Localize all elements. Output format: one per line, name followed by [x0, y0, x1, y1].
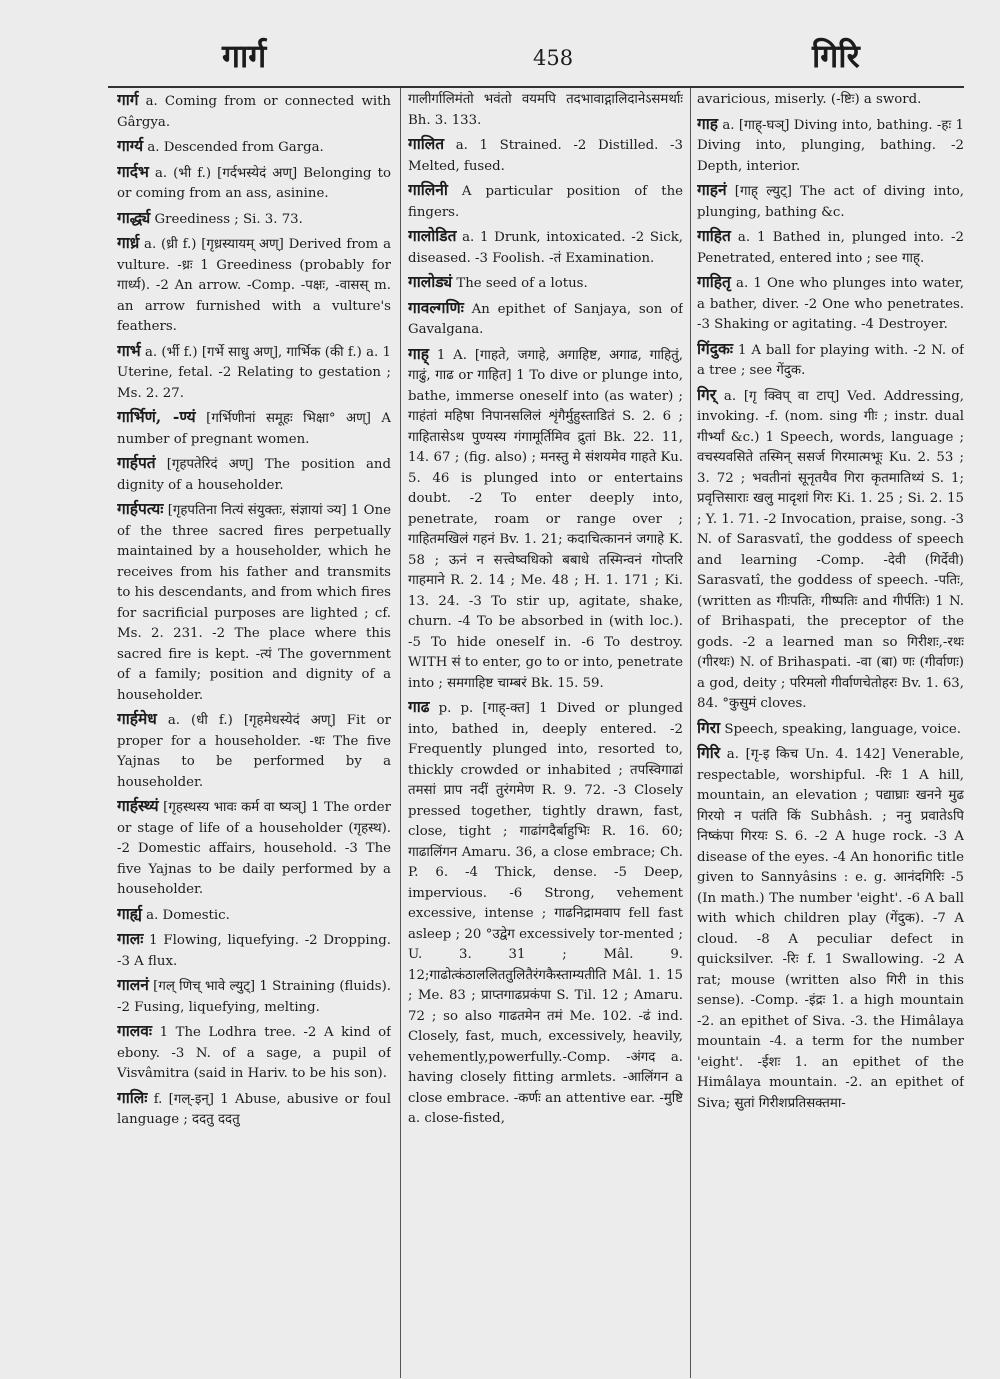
entry-definition: a. (र्भी f.) [गर्भे साधु अण्], गार्भिक (की f.) a. 1 Uterine, fetal. -2 Relating to gestation ; Ms. 2. 27. [117, 344, 391, 401]
dictionary-entry [117, 90, 391, 133]
dictionary-entry [117, 709, 391, 793]
dictionary-entry [117, 975, 391, 1018]
entry-headword: गालित [408, 134, 445, 153]
dictionary-entry [697, 339, 964, 382]
entry-definition: 1 The Lodhra tree. -2 A kind of ebony. -3 N. of a sage, a pupil of Visvâmitra (said in Hariv. to be his son). [117, 1025, 391, 1081]
entry-definition: a. (ध्री f.) [गृध्रस्यायम् अण्] Derived from a vulture. -ध्रः 1 Greediness (probably for गार्ध्य). -2 An arrow. -Comp. -पक्षः, -वासस् m. an arrow furnished with a vulture's feathers. [117, 237, 391, 334]
entry-headword: गार्हपतं [117, 453, 156, 472]
dictionary-entry [408, 226, 683, 269]
entry-headword: गालिः [117, 1087, 148, 1107]
entry-definition: f. [गल्-इन्] 1 Abuse, abusive or foul language ; ददतु ददतु [117, 1091, 391, 1127]
entry-definition: a. Domestic. [141, 907, 230, 923]
entry-headword: गार्भिणं, -ण्यं [117, 407, 196, 426]
dictionary-entry [408, 180, 683, 223]
dictionary-entry [697, 180, 964, 223]
entry-headword: गाहित [697, 226, 731, 245]
column-2 [408, 88, 683, 1373]
dictionary-entry [117, 929, 391, 972]
entry-headword: गिंदुकः [697, 338, 734, 358]
dictionary-entry [408, 344, 683, 695]
entry-headword: गाहितृ [697, 272, 731, 291]
entry-headword: गार्हस्थ्यं [117, 796, 159, 815]
entry-headword: गिर् [697, 384, 717, 404]
column-1 [117, 88, 391, 1373]
dictionary-entry [117, 407, 391, 450]
entry-definition: a. 1 Strained. -2 Distilled. -3 Melted, fused. [408, 138, 683, 174]
dictionary-entry [697, 718, 964, 741]
dictionary-entry [697, 114, 964, 178]
entry-definition: a. Coming from or connected with Gârgya. [117, 94, 391, 130]
entry-headword: गालनं [117, 975, 149, 994]
dictionary-entry [117, 1021, 391, 1085]
entry-definition: a. 1 Bathed in, plunged into. -2 Penetrated, entered into ; see गाह्. [697, 230, 964, 266]
entry-headword: गावल्गणिः [408, 297, 464, 317]
entry-headword: गार्हपत्यः [117, 499, 164, 518]
entry-definition: The seed of a lotus. [452, 276, 588, 291]
entry-headword: गाढ [408, 697, 430, 716]
entry-definition: a. (भी f.) [गर्दभस्येदं अण्] Belonging to or coming from an ass, asinine. [117, 165, 391, 201]
dictionary-entry [117, 453, 391, 496]
entry-definition: a. Descended from Garga. [143, 140, 324, 155]
entry-definition: a. 1 Drunk, intoxicated. -2 Sick, diseased. -3 Foolish. -तं Examination. [408, 230, 683, 266]
dictionary-entry [408, 134, 683, 177]
entry-definition: [गर्भिणीनां समूहः भिक्षा° अण्] A number of pregnant women. [117, 411, 391, 447]
running-head-right: गिरि [812, 37, 860, 75]
entry-definition: a. [गाह्-घञ्] Diving into, bathing. -हः 1 Diving into, plunging, bathing. -2 Depth, interior. [697, 117, 964, 174]
entry-definition: avaricious, miserly. (-ष्टिः) a sword. [697, 92, 922, 107]
dictionary-entry [697, 90, 964, 111]
dictionary-entry [697, 743, 964, 1114]
entry-definition: a. 1 One who plunges into water, a bather, diver. -2 One who penetrates. -3 Shaking or agitating. -4 Destroyer. [697, 276, 964, 332]
dictionary-entry [697, 226, 964, 269]
entry-definition: [गाह् ल्युट्] The act of diving into, plunging, bathing &c. [697, 184, 964, 220]
dictionary-entry [117, 341, 391, 405]
dictionary-entry [117, 499, 391, 706]
entry-headword: गार्भ [117, 340, 141, 360]
dictionary-entry [117, 162, 391, 205]
entry-definition: a. (धी f.) [गृहमेधस्येदं अण्] Fit or proper for a householder. -धः The five Yajnas to be performed by a householder. [117, 713, 391, 790]
entry-headword: गाह [697, 113, 718, 133]
entry-headword: गिरा [697, 717, 721, 737]
entry-headword: गाह् [408, 343, 429, 363]
entry-definition: An epithet of Sanjaya, son of Gavalgana. [408, 301, 683, 337]
dictionary-entry [117, 233, 391, 338]
dictionary-entry [408, 272, 683, 295]
entry-headword: गार्दभ [117, 161, 149, 181]
page-header [0, 0, 1000, 90]
entry-headword: गार्ग [117, 90, 139, 109]
entry-headword: गार्द्ध्य [117, 207, 151, 227]
entry-headword: गालवः [117, 1021, 152, 1040]
dictionary-entry [117, 1088, 391, 1131]
entry-definition: 1 A. [गाहते, जगाहे, अगाहिष्ट, अगाढ, गाहितुं, गाढुं, गाढ or गाहित] 1 To dive or plunge into, bathe, immerse oneself into (as water) ; गाहंतां महिषा निपानसलिलं शृंगैर्मुहुस्ताडितं S. 2. 6 ; गाहितासेऽथ पुण्यस्य गंगामूर्तिमिव द्रुतां Bk. 22. 11, 14. 67 ; (fig. also) ; मनस्तु मे संशयमेव गाहते Ku. 5. 46 is plunged into or entertains doubt. -2 To enter deeply into, penetrate, roam or range over ; गाहितमखिलं गहनं Bv. 1. 21; कदाचित्काननं जगाहे K. 58 ; ऊनं न सत्त्वेष्वधिको बबाधे तस्मिन्वनं गोप्तरि गाहमाने R. 2. 14 ; Me. 48 ; H. 1. 171 ; Ki. 13. 24. -3 To stir up, agitate, shake, churn. -4 To be absorbed in (with loc.). -5 To hide oneself in. -6 To destroy. WITH सं to enter, go to or into, penetrate into ; समगाहिष्ट चाम्बरं Bk. 15. 59. [408, 347, 683, 691]
running-head-left: गार्ग [222, 37, 267, 75]
entry-headword: गिरि [697, 743, 721, 762]
dictionary-entry [117, 904, 391, 927]
column-divider [400, 88, 401, 1378]
dictionary-entry [117, 208, 391, 231]
entry-definition: [गृहपतेरिदं अण्] The position and dignity of a householder. [117, 457, 391, 493]
entry-headword: गालः [117, 929, 144, 948]
entry-definition: 1 Flowing, liquefying. -2 Dropping. -3 A flux. [117, 933, 391, 969]
dictionary-entry [697, 385, 964, 715]
entry-headword: गार्ध्र [117, 233, 140, 252]
dictionary-entry [408, 298, 683, 341]
dictionary-entry [408, 697, 683, 1130]
entry-headword: गार्ह्य [117, 903, 142, 923]
entry-headword: गार्हमेध [117, 709, 157, 728]
column-divider [690, 88, 691, 1378]
entry-definition: a. [गृ क्विप् वा टाप्] Ved. Addressing, invoking. -f. (nom. sing गीः ; instr. dual गीर्भ्यां &c.) 1 Speech, words, language ; वचस्यवसिते तस्मिन् ससर्ज गिरमात्मभूः Ku. 2. 53 ; 3. 72 ; भवतीनां सूनृतयैव गिरा कृतमातिथ्यं S. 1; प्रवृत्तिसाराः खलु मादृशां गिरः Ki. 1. 25 ; Si. 2. 15 ; Y. 1. 71. -2 Invocation, praise, song. -3 N. of Sarasvatî, the goddess of speech and learning -Comp. -देवी (गिर्देवी) Sarasvatî, the goddess of speech. -पतिः, (written as गीःपतिः, गीष्पतिः and गीर्पतिः) 1 N. of Brihaspati, the preceptor of the gods. -2 a learned man so गिरीशः,-रथः (गीरथः) N. of Brihaspati. -वा (बा) णः (गीर्वाणः) a god, deity ; परिमलो गीर्वाणचेतोहरः Bv. 1. 63, 84. °कुसुमं cloves. [697, 388, 964, 711]
entry-headword: गालोडित [408, 226, 457, 245]
entry-definition: 1 A ball for playing with. -2 N. of a tree ; see गेंदुक. [697, 342, 964, 378]
column-3 [697, 88, 964, 1373]
page-number: 458 [533, 46, 574, 70]
entry-definition: Greediness ; Si. 3. 73. [150, 211, 303, 227]
entry-definition: a. [गृ-इ किच Un. 4. 142] Venerable, respectable, worshipful. -रिः 1 A hill, mountain, an elevation ; पद्याघ्राः खनने मुढ गिरयो न पतंति किं Subhâsh. ; ननु प्रवातेऽपि निष्कंपा गिरयः S. 6. -2 A huge rock. -3 A disease of the eyes. -4 An honorific title given to Sannyâsins : e. g. आनंदगिरिः -5 (In math.) The number 'eight'. -6 A ball with which children play (गेंदुक). -7 A cloud. -8 A peculiar defect in quicksilver. -रिः f. 1 Swallowing. -2 A rat; mouse (written also गिरी in this sense). -Comp. -इंद्रः 1. a high mountain -2. an epithet of Siva. -3. the Himâlaya mountain -4. a term for the number 'eight'. -ईशः 1. an epithet of the Himâlaya mountain. -2. an epithet of Siva; सुतां गिरीशप्रतिसक्तमा- [697, 747, 964, 1111]
entry-definition: p. p. [गाह्-क्त] 1 Dived or plunged into, bathed in, deeply entered. -2 Frequently plunged into, resorted to, thickly crowded or inhabited ; तपस्विगाढां तमसां प्राप नदीं तुरंगमेण R. 9. 72. -3 Closely pressed together, tightly drawn, fast, close, tight ; गाढांगदैर्बाहुभिः R. 16. 60; गाढालिंगन Amaru. 36, a close embrace; Ch. P. 6. -4 Thick, dense. -5 Deep, impervious. -6 Strong, vehement excessive, intense ; गाढनिद्रामवाप fell fast asleep ; 20 °उद्वेग excessively tor-mented ; U. 3. 31 ; Mâl. 9. 12;गाढोत्कंठाललिततुलितैरंगकैस्ताम्यतीति Mâl. 1. 15 ; Me. 83 ; प्राप्तगाढप्रकंपा S. Til. 12 ; Amaru. 72 ; so also गाढतमेन तमं Me. 102. -ढं ind. Closely, fast, much, excessively, heavily, vehemently,powerfully.-Comp. -अंगद a. having closely fitting armlets. -आलिंगन a close embrace. -कर्णः an attentive ear. -मुष्टि a. close-fisted, [408, 701, 683, 1126]
dictionary-entry [117, 136, 391, 159]
entry-headword: गाहनं [697, 180, 727, 199]
entry-headword: गालिनी [408, 180, 448, 199]
dictionary-entry [408, 90, 683, 131]
entry-definition: Speech, speaking, language, voice. [720, 721, 962, 737]
entry-headword: गालोड्यं [408, 272, 453, 291]
entry-headword: गार्ग्य [117, 136, 144, 155]
entry-definition: गालीर्गालिमंतो भवंतो वयमपि तदभावाद्गालिदानेऽसमर्थाः Bh. 3. 133. [408, 92, 683, 128]
dictionary-entry [697, 272, 964, 336]
entry-definition: [गल् णिच् भावे ल्युट्] 1 Straining (fluids). -2 Fusing, liquefying, melting. [117, 979, 391, 1015]
dictionary-entry [117, 796, 391, 901]
entry-definition: [गृहपतिना नित्यं संयुक्तः, संज्ञायां ञ्य] 1 One of the three sacred fires perpetually maintained by a householder, which he receives from his father and transmits to his descendants, and from which fires for sacrificial purposes are lighted ; cf. Ms. 2. 231. -2 The place where this sacred fire is kept. -त्यं The government of a family; position and dignity of a householder. [117, 503, 391, 703]
entry-definition: A particular position of the fingers. [408, 184, 683, 220]
entry-definition: [गृहस्थस्य भावः कर्म वा ष्यञ्] 1 The order or stage of life of a householder (गृहस्थ). -2 Domestic affairs, household. -3 The five Yajnas to be daily performed by a householder. [117, 800, 391, 897]
